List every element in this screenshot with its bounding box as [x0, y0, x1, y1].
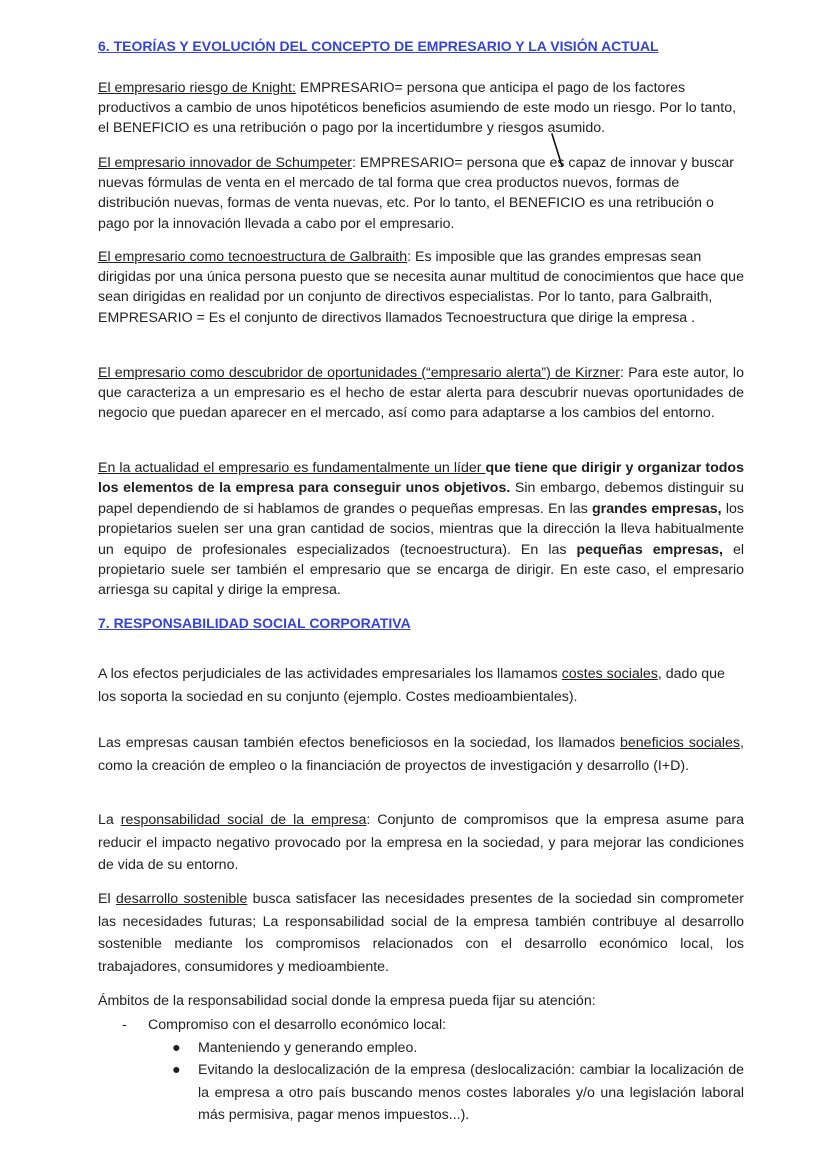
- paragraph-text: , dado que los soporta la sociedad en su conjunto (ejemplo. Costes medioambientales).: [98, 666, 725, 705]
- term-galbraith: El empresario como tecnoestructura de Galbraith: [98, 249, 408, 265]
- paragraph-knight-text: EMPRESARIO= persona que anticipa el pago de los factores productivos a cambio de unos hipotéticos beneficios asumiendo de este modo un riesgo. Por lo tanto, el BENEFICIO es una retribución o pago por la incertidumbre y riesgos asumido.: [98, 80, 737, 137]
- paragraph-costes-sociales: [98, 663, 744, 708]
- bold-text: que tiene que dirigir y organizar todos los elementos de la empresa para conseguir unos objetivos.: [98, 460, 744, 497]
- section-7-heading: 7. RESPONSABILIDAD SOCIAL CORPORATIVA: [98, 615, 411, 631]
- paragraph-text: el propietario suele ser también el empresario que se encarga de dirigir. En este caso, el empresario arriesga su capital y dirige la empresa.: [98, 541, 745, 599]
- list-item-text: Compromiso con el desarrollo económico local:: [148, 1017, 447, 1033]
- term-responsabilidad-social: responsabilidad social de la empresa: [120, 812, 367, 828]
- term-desarrollo-sostenible: desarrollo sostenible: [115, 891, 248, 907]
- paragraph-text: Sin embargo, debemos distinguir su papel dependiendo de si hablamos de grandes o pequeñas empresas. En las: [98, 480, 745, 517]
- paragraph-ambitos: Ámbitos de la responsabilidad social donde la empresa pueda fijar su atención:: [98, 993, 596, 1009]
- paragraph-text: Las empresas causan también efectos beneficiosos en la sociedad, los llamados: [98, 735, 621, 751]
- sub-list-item: [98, 1037, 744, 1060]
- paragraph-schumpeter: [98, 153, 744, 234]
- list-item: [98, 1014, 744, 1037]
- term-knight: El empresario riesgo de Knight:: [98, 80, 296, 96]
- paragraph-responsabilidad-social: [98, 809, 744, 877]
- paragraph-schumpeter-text: : EMPRESARIO= persona que es capaz de innovar y buscar nuevas fórmulas de venta en el mercado de tal forma que crea productos nuevos, formas de distribución nuevas, formas de venta nuevas, etc. Por lo tanto, el BENEFICIO es una retribución o pago por la innovación llevada a cabo por el empresario.: [98, 155, 735, 232]
- bold-text: pequeñas empresas,: [576, 541, 723, 558]
- paragraph-actualidad: [98, 458, 744, 601]
- paragraph-text: busca satisfacer las necesidades presentes de la sociedad sin comprometer las necesidades futuras; La responsabilidad social de la empresa también contribuye al desarrollo sostenible mediante los compromisos relacionados con el desarrollo económico local, los trabajadores, consumidores y medioambiente.: [98, 891, 744, 975]
- term-schumpeter: El empresario innovador de Schumpeter: [98, 155, 352, 171]
- paragraph-beneficios-sociales: [98, 732, 744, 777]
- bold-text: grandes empresas,: [592, 500, 722, 517]
- dash-marker: -: [122, 1017, 127, 1033]
- bullet-marker: ●: [172, 1039, 181, 1056]
- paragraph-knight: [98, 78, 744, 139]
- paragraph-kirzner-text: : Para este autor, lo que caracteriza a un empresario es el hecho de estar alerta para descubrir nuevas oportunidades de negocio que puedan aparecer en el mercado, así como para adaptarse a los cambios del entorno.: [98, 365, 744, 422]
- paragraph-galbraith-text: : Es imposible que las grandes empresas sean dirigidas por una única persona puesto que se necesita aunar multitud de conocimientos que hace que sean dirigidas en realidad por un conjunto de directivos especialistas. Por lo tanto, para Galbraith, EMPRESARIO = Es el conjunto de directivos llamados Tecnoestructura que dirige la empresa .: [98, 249, 744, 326]
- sub-list-item-text: Evitando la deslocalización de la empresa (deslocalización: cambiar la localización de la empresa a otro país buscando menos costes laborales y/o una legislación laboral más permisiva, pagar menos impuestos...).: [198, 1062, 744, 1124]
- paragraph-galbraith: [98, 247, 744, 328]
- paragraph-text: El: [98, 891, 116, 907]
- pen-stroke-mark: [550, 133, 564, 167]
- paragraph-text: , como la creación de empleo o la financiación de proyectos de investigación y desarrollo (I+D).: [98, 735, 744, 774]
- term-beneficios-sociales: beneficios sociales: [620, 735, 741, 751]
- paragraph-text: La: [98, 812, 121, 828]
- term-kirzner: El empresario como descubridor de oportunidades (“empresario alerta”) de Kirzner: [98, 365, 620, 381]
- term-costes-sociales: costes sociales: [561, 666, 658, 682]
- paragraph-text: : Conjunto de compromisos que la empresa asume para reducir el impacto negativo provocado por la empresa en la sociedad, y para mejorar las condiciones de vida de su entorno.: [98, 812, 744, 874]
- section-6-heading: 6. TEORÍAS Y EVOLUCIÓN DEL CONCEPTO DE EMPRESARIO Y LA VISIÓN ACTUAL: [98, 38, 659, 54]
- sub-list: [98, 1037, 744, 1127]
- paragraph-desarrollo-sostenible: [98, 888, 744, 978]
- paragraph-text: A los efectos perjudiciales de las actividades empresariales los llamamos: [98, 666, 562, 682]
- bullet-marker: ●: [172, 1062, 181, 1079]
- ambitos-list: [98, 1014, 744, 1127]
- term-actualidad: En la actualidad el empresario es fundamentalmente un líder: [98, 460, 486, 476]
- paragraph-kirzner: [98, 363, 744, 424]
- sub-list-item: [98, 1059, 744, 1127]
- sub-list-item-text: Manteniendo y generando empleo.: [198, 1039, 418, 1056]
- paragraph-text: los propietarios suelen ser una gran cantidad de socios, mientras que la dirección la lleva habitualmente un equipo de profesionales especializados (tecnoestructura). En las: [98, 500, 745, 558]
